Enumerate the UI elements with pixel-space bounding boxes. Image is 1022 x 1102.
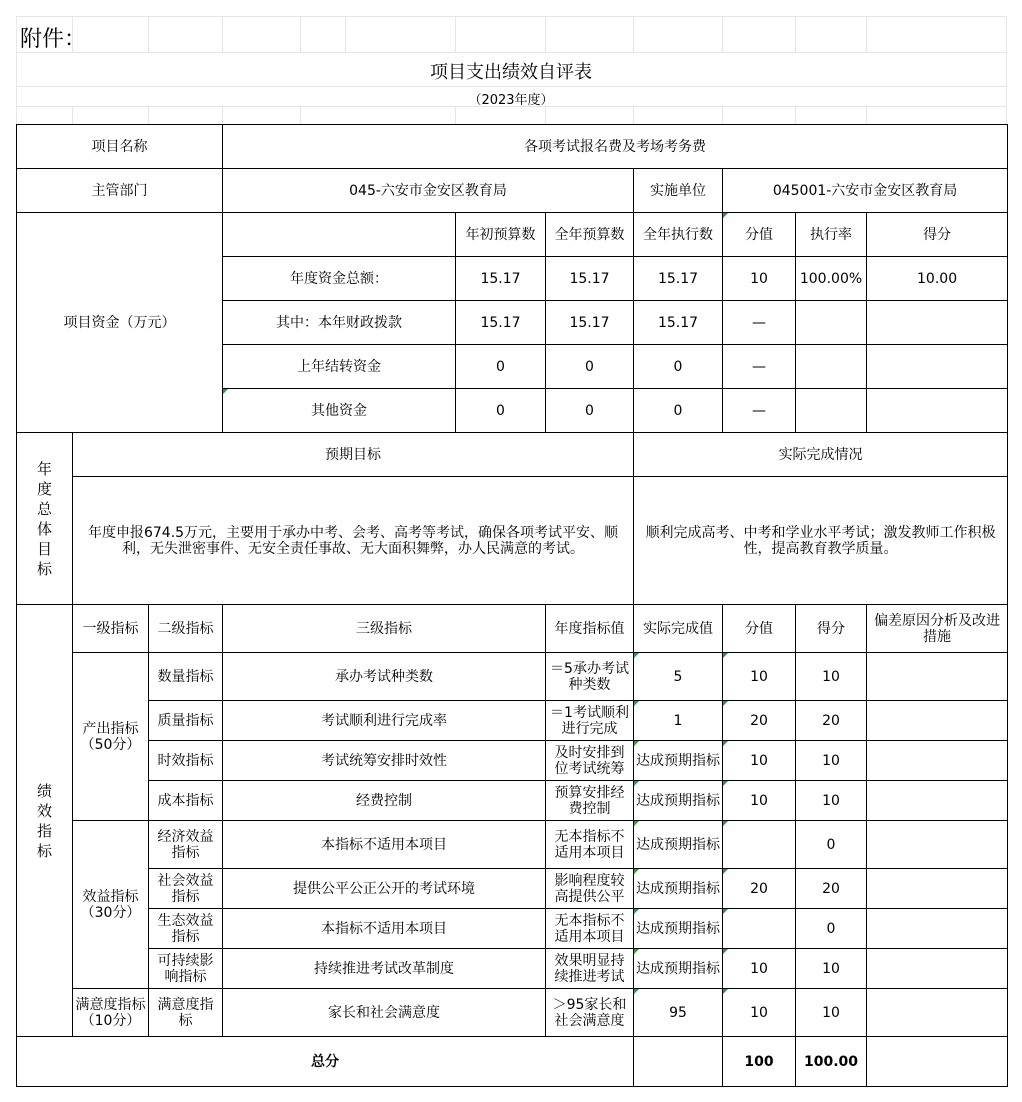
indicator-level3[interactable]: 承办考试种类数: [223, 653, 546, 701]
header-level3: 三级指标: [223, 605, 546, 653]
indicator-level3[interactable]: 本指标不适用本项目: [223, 909, 546, 949]
funds-initial-cell[interactable]: 15.17: [456, 257, 546, 301]
indicator-score[interactable]: 20: [796, 869, 867, 909]
indicator-level3[interactable]: 持续推进考试改革制度: [223, 949, 546, 989]
indicator-score-value[interactable]: [723, 821, 796, 869]
indicator-deviation[interactable]: [867, 781, 1008, 821]
total-row: [17, 1037, 1008, 1087]
funds-header-annual: 全年预算数: [546, 213, 634, 257]
funds-executed-cell[interactable]: 15.17: [634, 257, 723, 301]
funds-annual-cell[interactable]: 15.17: [546, 301, 634, 345]
indicator-actual[interactable]: 5: [634, 653, 723, 701]
group-output: 产出指标（50分）: [73, 653, 149, 821]
indicator-actual[interactable]: 达成预期指标: [634, 821, 723, 869]
indicators-section-label: 绩 效 指 标: [17, 605, 73, 1037]
indicator-score-value[interactable]: 20: [723, 869, 796, 909]
indicator-deviation[interactable]: [867, 949, 1008, 989]
indicator-deviation[interactable]: [867, 821, 1008, 869]
total-label: 总分: [17, 1037, 634, 1087]
indicator-row: [17, 909, 1008, 949]
funds-row-label: 其中：本年财政拨款: [223, 301, 456, 345]
indicator-target[interactable]: 影响程度较高提供公平: [546, 869, 634, 909]
indicator-score[interactable]: 20: [796, 701, 867, 741]
funds-annual-cell[interactable]: 0: [546, 345, 634, 389]
header-score-value: 分值: [723, 605, 796, 653]
department-row: [17, 169, 1008, 213]
indicator-level3[interactable]: 家长和社会满意度: [223, 989, 546, 1037]
funds-initial-cell[interactable]: 0: [456, 389, 546, 433]
page-title: 项目支出绩效自评表: [430, 62, 592, 83]
indicator-score-value[interactable]: [723, 909, 796, 949]
expected-goal-text[interactable]: 年度申报674.5万元，主要用于承办中考、会考、高考等考试，确保各项考试平安、顺利，无失泄密事件、无安全责任事故、无大面积舞弊，办人民满意的考试。: [73, 477, 634, 605]
header-deviation: 偏差原因分析及改进措施: [867, 605, 1008, 653]
indicator-level3[interactable]: 考试顺利进行完成率: [223, 701, 546, 741]
indicator-actual[interactable]: 95: [634, 989, 723, 1037]
indicator-score-value[interactable]: 10: [723, 989, 796, 1037]
unit-label: 实施单位: [634, 169, 723, 213]
indicator-level2: 经济效益指标: [149, 821, 223, 869]
indicator-level2: 生态效益指标: [149, 909, 223, 949]
funds-header-initial: 年初预算数: [456, 213, 546, 257]
indicator-level2: 可持续影响指标: [149, 949, 223, 989]
funds-header-executed: 全年执行数: [634, 213, 723, 257]
indicator-row: [17, 989, 1008, 1037]
indicator-score[interactable]: 0: [796, 821, 867, 869]
funds-score-value-cell[interactable]: —: [723, 301, 796, 345]
indicator-level3[interactable]: 考试统筹安排时效性: [223, 741, 546, 781]
indicator-target[interactable]: ＝5承办考试种类数: [546, 653, 634, 701]
indicator-score[interactable]: 10: [796, 781, 867, 821]
funds-rate-cell[interactable]: [796, 389, 867, 433]
indicator-score[interactable]: 10: [796, 949, 867, 989]
indicator-target[interactable]: 无本指标不适用本项目: [546, 909, 634, 949]
header-actual: 实际完成值: [634, 605, 723, 653]
indicator-target[interactable]: ＝1考试顺利进行完成: [546, 701, 634, 741]
indicator-row: [17, 653, 1008, 701]
funds-annual-cell[interactable]: 15.17: [546, 257, 634, 301]
indicator-score[interactable]: 10: [796, 989, 867, 1037]
funds-score-cell[interactable]: [867, 301, 1008, 345]
header-score: 得分: [796, 605, 867, 653]
funds-score-value-cell[interactable]: —: [723, 389, 796, 433]
funds-score-cell[interactable]: 10.00: [867, 257, 1008, 301]
goals-section-label: 年 度 总 体 目 标: [17, 433, 73, 605]
funds-header-rate: 执行率: [796, 213, 867, 257]
indicator-deviation[interactable]: [867, 653, 1008, 701]
indicator-level2: 满意度指标: [149, 989, 223, 1037]
indicators-header-row: [17, 605, 1008, 653]
group-satisfaction: 满意度指标（10分）: [73, 989, 149, 1037]
indicator-row: [17, 781, 1008, 821]
indicator-target[interactable]: 及时安排到位考试统筹: [546, 741, 634, 781]
indicator-actual[interactable]: 1: [634, 701, 723, 741]
indicator-level2: 社会效益指标: [149, 869, 223, 909]
unit-value[interactable]: 045001-六安市金安区教育局: [723, 169, 1008, 213]
actual-completion-header: 实际完成情况: [634, 433, 1008, 477]
funds-row-label: 上年结转资金: [223, 345, 456, 389]
indicator-target[interactable]: 预算安排经费控制: [546, 781, 634, 821]
attachment-label: 附件：: [20, 27, 87, 52]
indicator-level2: 数量指标: [149, 653, 223, 701]
indicator-target[interactable]: ＞95家长和社会满意度: [546, 989, 634, 1037]
funds-row-label: 年度资金总额：: [223, 257, 456, 301]
header-level2: 二级指标: [149, 605, 223, 653]
project-name-row: [17, 125, 1008, 169]
funds-executed-cell[interactable]: 0: [634, 345, 723, 389]
group-benefit: 效益指标（30分）: [73, 821, 149, 989]
department-value[interactable]: 045-六安市金安区教育局: [223, 169, 634, 213]
indicator-row: [17, 821, 1008, 869]
indicator-level3[interactable]: 本指标不适用本项目: [223, 821, 546, 869]
total-score-value[interactable]: 100: [723, 1037, 796, 1087]
indicator-row: [17, 949, 1008, 989]
indicator-level2: 成本指标: [149, 781, 223, 821]
funds-header-row: [17, 213, 1008, 257]
indicator-score-value[interactable]: 10: [723, 653, 796, 701]
indicator-score-value[interactable]: 10: [723, 949, 796, 989]
total-deviation[interactable]: [867, 1037, 1008, 1087]
indicator-deviation[interactable]: [867, 869, 1008, 909]
funds-executed-cell[interactable]: 0: [634, 389, 723, 433]
indicator-level3[interactable]: 提供公平公正公开的考试环境: [223, 869, 546, 909]
actual-completion-text[interactable]: 顺利完成高考、中考和学业水平考试；激发教师工作积极性，提高教育教学质量。: [634, 477, 1008, 605]
project-name-value[interactable]: 各项考试报名费及考场考务费: [223, 125, 1008, 169]
funds-score-value-cell[interactable]: —: [723, 345, 796, 389]
indicator-level3[interactable]: 经费控制: [223, 781, 546, 821]
header-level1: 一级指标: [73, 605, 149, 653]
funds-rate-cell[interactable]: 100.00%: [796, 257, 867, 301]
indicator-level2: 时效指标: [149, 741, 223, 781]
indicator-actual[interactable]: 达成预期指标: [634, 781, 723, 821]
department-label: 主管部门: [17, 169, 223, 213]
indicator-level2: 质量指标: [149, 701, 223, 741]
funds-score-cell[interactable]: [867, 389, 1008, 433]
indicator-row: [17, 741, 1008, 781]
funds-initial-cell[interactable]: 0: [456, 345, 546, 389]
indicator-actual[interactable]: 达成预期指标: [634, 909, 723, 949]
funds-row-label: 其他资金: [223, 389, 456, 433]
funds-header-blank: [223, 213, 456, 257]
funds-rate-cell[interactable]: [796, 345, 867, 389]
indicator-deviation[interactable]: [867, 989, 1008, 1037]
indicator-deviation[interactable]: [867, 741, 1008, 781]
goals-content-row: [17, 477, 1008, 605]
indicator-actual[interactable]: 达成预期指标: [634, 869, 723, 909]
indicator-row: [17, 701, 1008, 741]
indicator-target[interactable]: 无本指标不适用本项目: [546, 821, 634, 869]
funds-rate-cell[interactable]: [796, 301, 867, 345]
indicator-target[interactable]: 效果明显持续推进考试: [546, 949, 634, 989]
indicator-actual[interactable]: 达成预期指标: [634, 741, 723, 781]
goals-header-row: [17, 433, 1008, 477]
indicator-deviation[interactable]: [867, 909, 1008, 949]
funds-header-score: 得分: [867, 213, 1008, 257]
funds-annual-cell[interactable]: 0: [546, 389, 634, 433]
total-score[interactable]: 100.00: [796, 1037, 867, 1087]
expected-goal-header: 预期目标: [73, 433, 634, 477]
indicator-score[interactable]: 10: [796, 741, 867, 781]
funds-score-value-cell[interactable]: 10: [723, 257, 796, 301]
indicator-actual[interactable]: 达成预期指标: [634, 949, 723, 989]
performance-table: [16, 124, 1008, 1087]
funds-initial-cell[interactable]: 15.17: [456, 301, 546, 345]
total-blank: [634, 1037, 723, 1087]
funds-score-cell[interactable]: [867, 345, 1008, 389]
funds-section-label: 项目资金（万元）: [17, 213, 223, 433]
indicator-deviation[interactable]: [867, 701, 1008, 741]
header-target: 年度指标值: [546, 605, 634, 653]
report-year: （2023年度）: [468, 93, 554, 108]
indicator-score-value[interactable]: 10: [723, 781, 796, 821]
indicator-row: [17, 869, 1008, 909]
funds-header-score-value: 分值: [723, 213, 796, 257]
project-name-label: 项目名称: [17, 125, 223, 169]
indicator-score[interactable]: 0: [796, 909, 867, 949]
funds-executed-cell[interactable]: 15.17: [634, 301, 723, 345]
indicator-score[interactable]: 10: [796, 653, 867, 701]
indicator-score-value[interactable]: 10: [723, 741, 796, 781]
indicator-score-value[interactable]: 20: [723, 701, 796, 741]
